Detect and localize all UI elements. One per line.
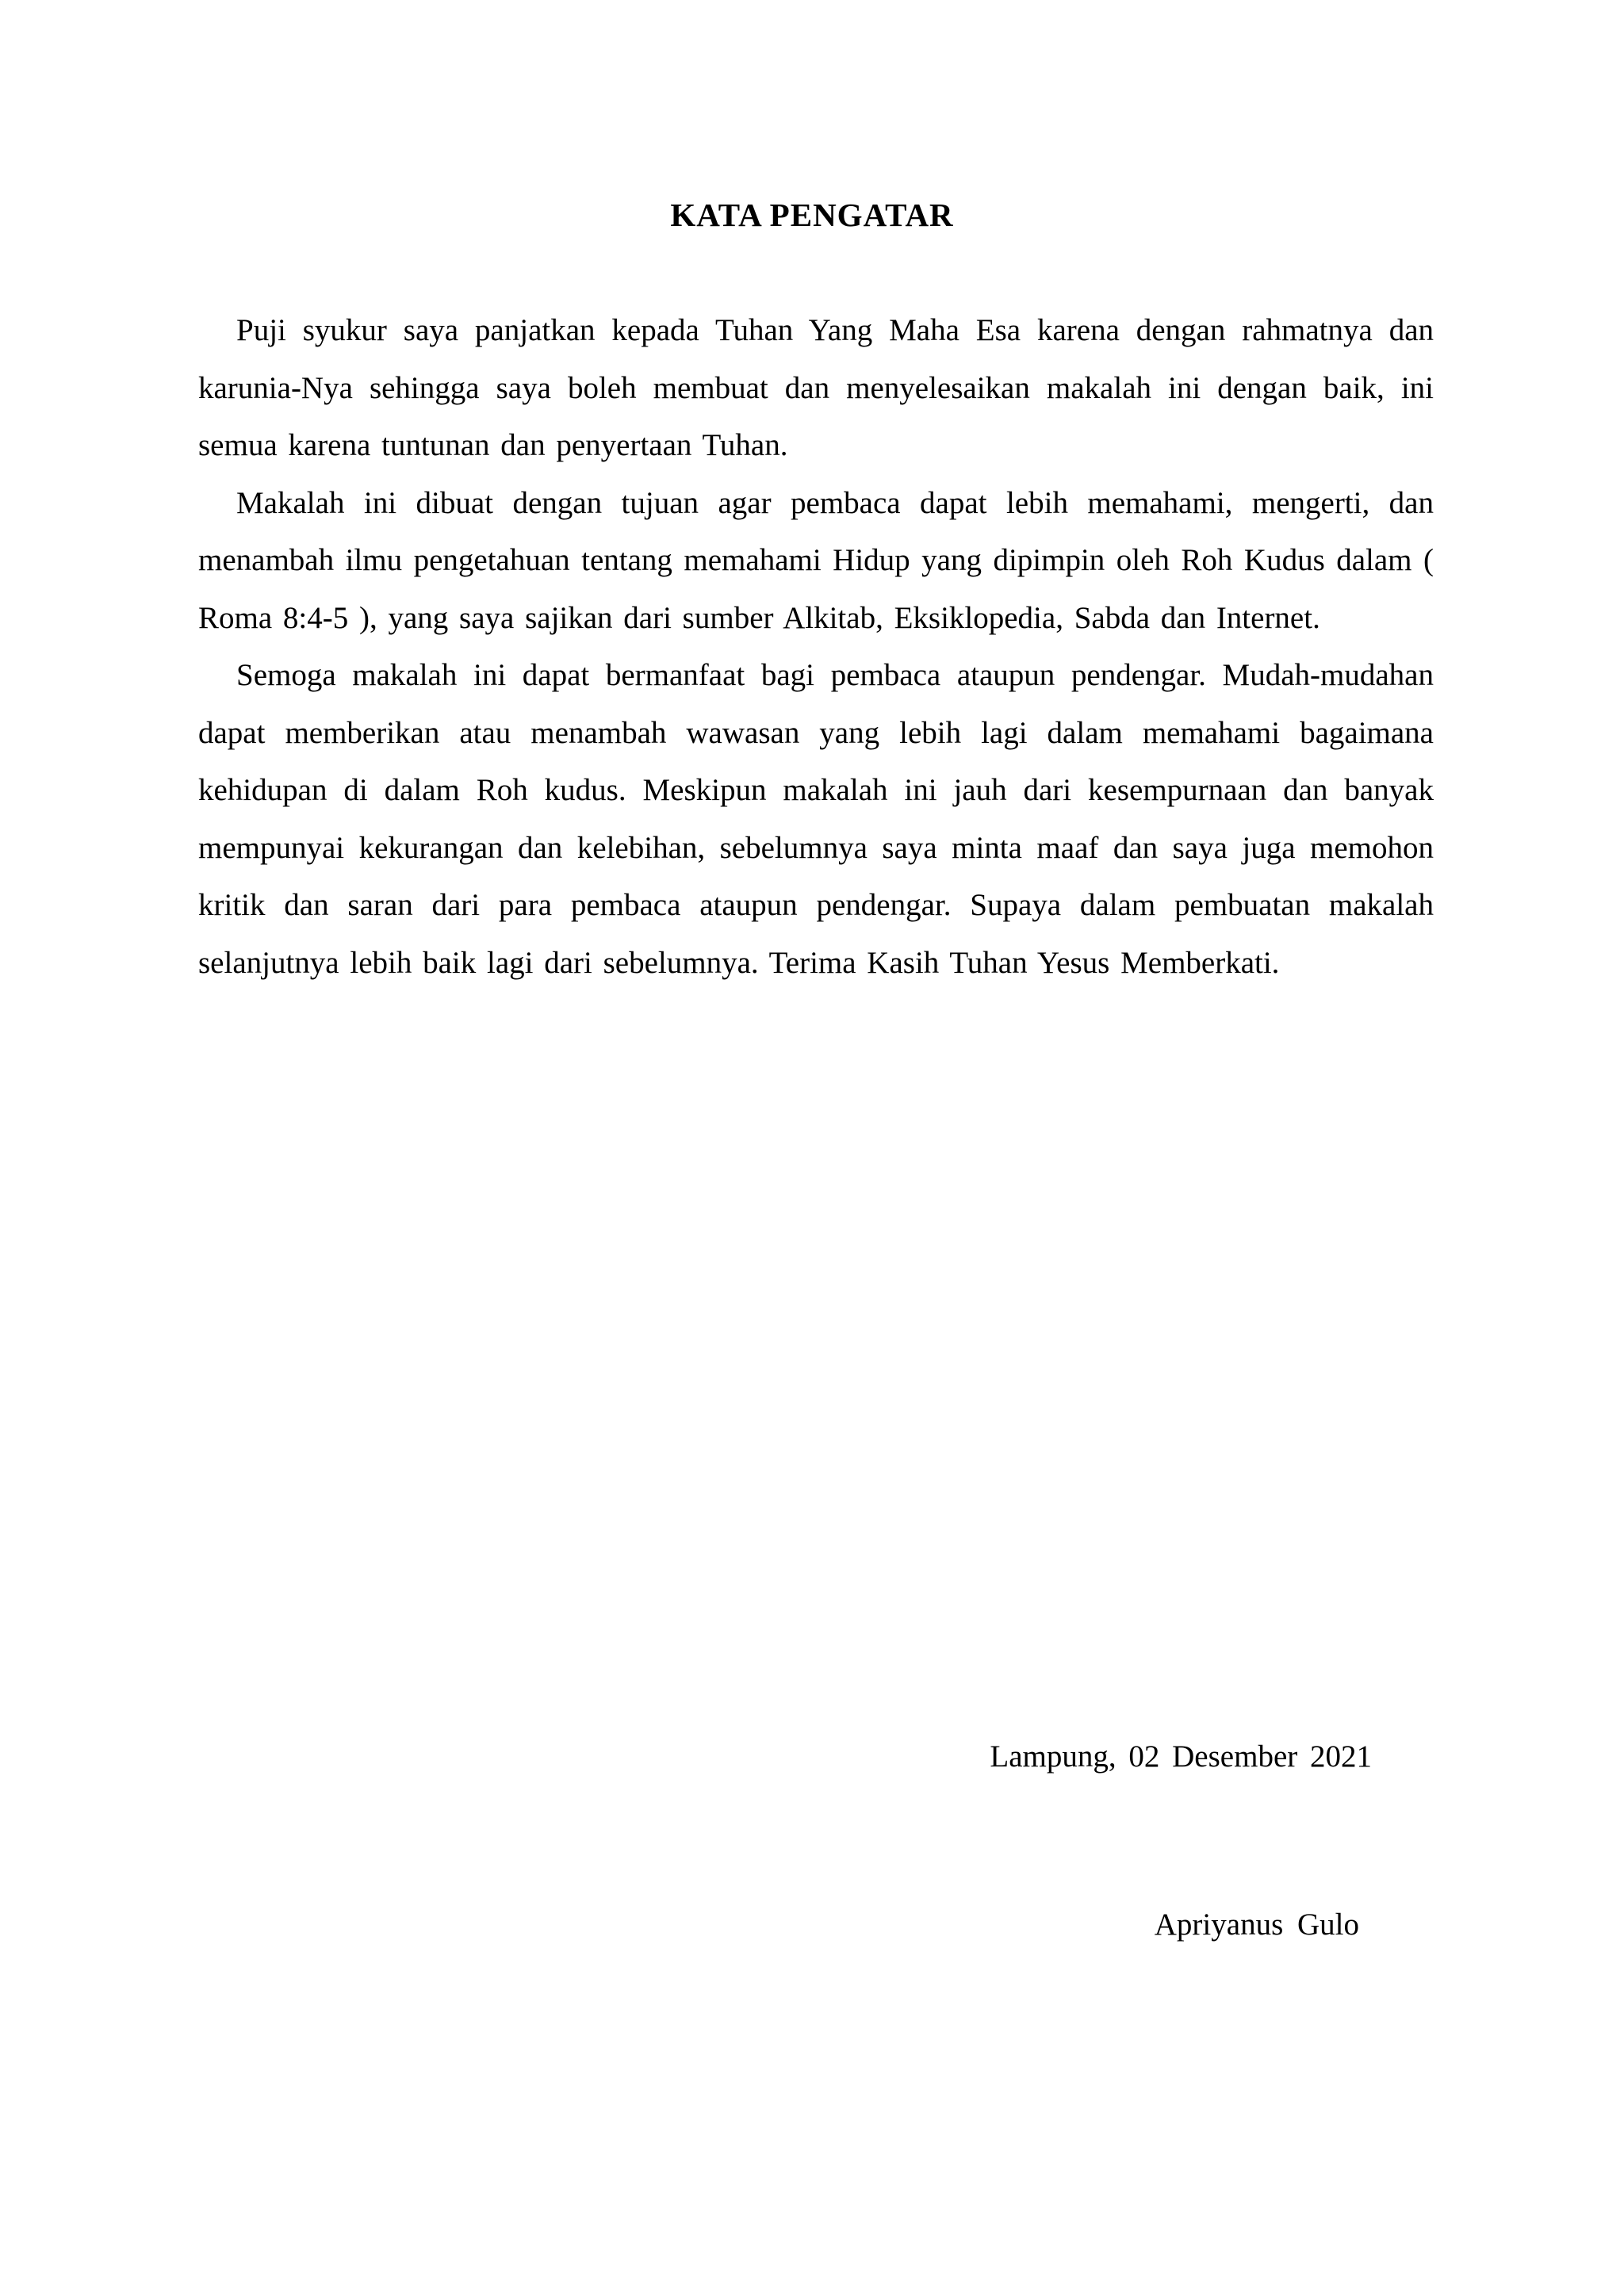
paragraph-2: Makalah ini dibuat dengan tujuan agar pembaca dapat lebih memahami, mengerti, dan menambah ilmu pengetahuan tentang memahami Hidup yang dipimpin oleh Roh Kudus dalam ( Roma 8:4-5 ), yang saya sajikan dari sumber Alkitab, Eksiklopedia, Sabda dan Internet. [198,485,1434,635]
page-title: KATA PENGATAR [670,197,954,233]
paragraph-1: Puji syukur saya panjatkan kepada Tuhan Yang Maha Esa karena dengan rahmatnya dan karunia-Nya sehingga saya boleh membuat dan menyelesaikan makalah ini dengan baik, ini semua karena tuntunan dan penyertaan Tuhan. [198,313,1434,462]
place-date: Lampung, 02 Desember 2021 [990,1739,1372,1774]
author-name: Apriyanus Gulo [1154,1908,1359,1942]
body-text [198,302,1434,992]
paragraph-3: Semoga makalah ini dapat bermanfaat bagi pembaca ataupun pendengar. Mudah-mudahan dapat memberikan atau menambah wawasan yang lebih lagi dalam memahami bagaimana kehidupan di dalam Roh kudus. Meskipun makalah ini jauh dari kesempurnaan dan banyak mempunyai kekurangan dan kelebihan, sebelumnya saya minta maaf dan saya juga memohon kritik dan saran dari para pembaca ataupun pendengar. Supaya dalam pembuatan makalah selanjutnya lebih baik lagi dari sebelumnya. Terima Kasih Tuhan Yesus Memberkati. [198,658,1434,980]
